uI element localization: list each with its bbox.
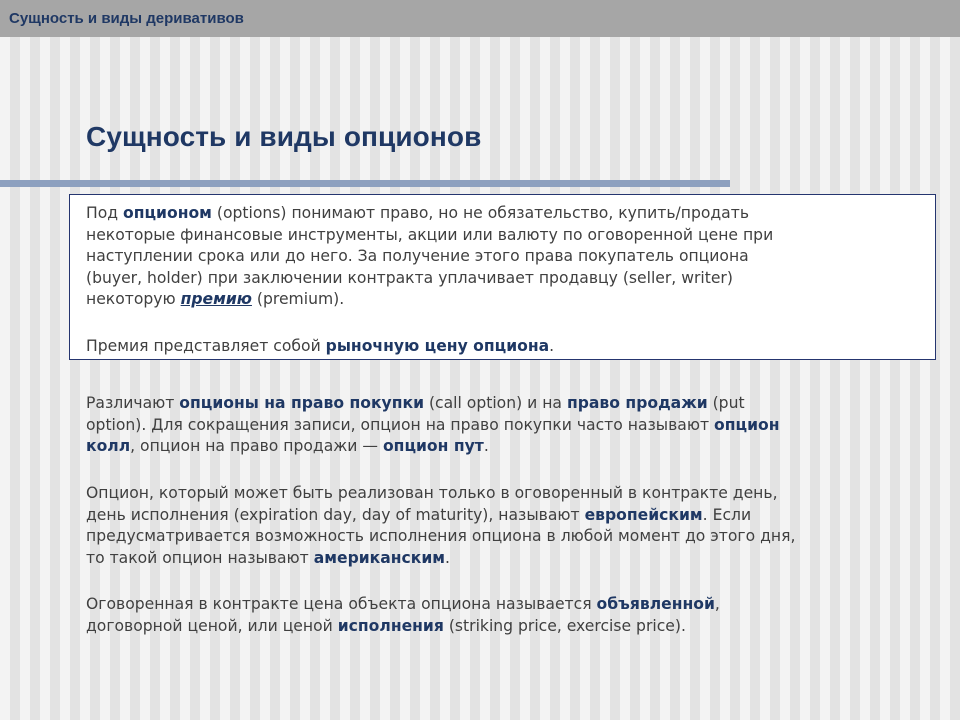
header-bar xyxy=(0,0,960,37)
definition-line: Под опционом (options) понимают право, но не обязательство, купить/продать xyxy=(86,204,750,222)
strike-price-paragraph: Оговоренная в контракте цена объекта опциона называется объявленной, договорной ценой, или ценой исполнения (striking price, exercise price). xyxy=(86,595,720,635)
premium-note: Премия представляет собой рыночную цену опциона. xyxy=(86,337,555,355)
definition-line: наступлении срока или до него. За получение этого права покупатель опциона xyxy=(86,247,749,265)
header-title: Сущность и виды деривативов xyxy=(9,10,244,27)
definition-text xyxy=(86,203,773,311)
definition-line: некоторую премию (premium). xyxy=(86,290,345,308)
european-american-paragraph: Опцион, который может быть реализован только в оговоренный в контракте день, день исполнения (expiration day, day of maturity), называют европейским. Если предусматривается возможность исполнения опциона в любой момент до этого дня, то такой опцион называют американским. xyxy=(86,484,796,567)
definition-line: некоторые финансовые инструменты, акции или валюту по оговоренной цене при xyxy=(86,225,774,244)
slide-title: Сущность и виды опционов xyxy=(86,121,482,152)
call-put-paragraph: Различают опционы на право покупки (call option) и на право продажи (put option). Для сокращения записи, опцион на право покупки часто называют опцион колл, опцион на право продажи — опцион пут. xyxy=(86,394,780,455)
definition-line: (buyer, holder) при заключении контракта уплачивает продавцу (seller, writer) xyxy=(86,268,733,287)
title-underline xyxy=(0,180,730,187)
